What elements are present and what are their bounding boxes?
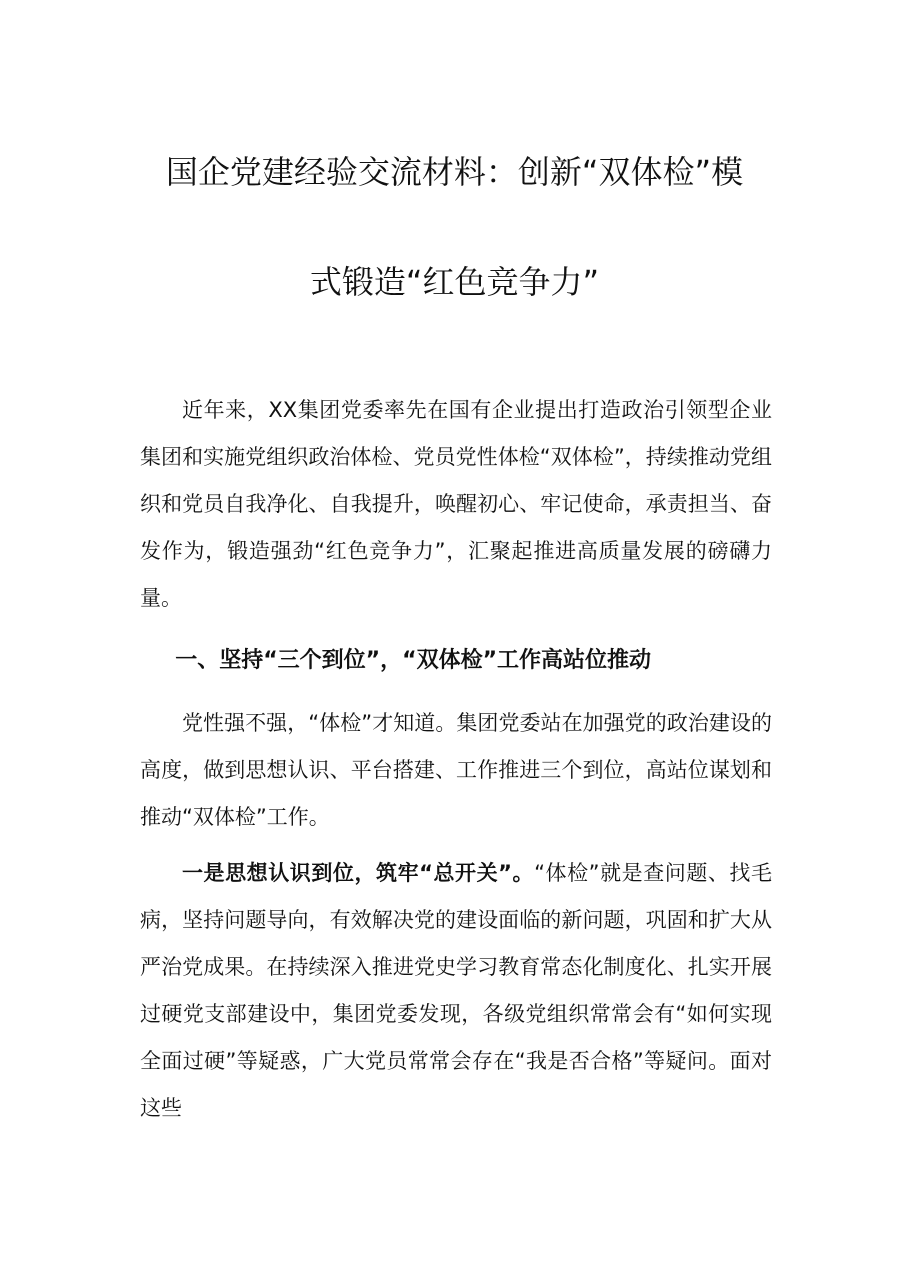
document-title-line2: 式锻造“红色竞争力” (309, 263, 600, 301)
section1-paragraph: 党性强不强，“体检”才知道。集团党委站在加强党的政治建设的高度，做到思想认识、平台搭建、工作推进三个到位，高站位谋划和推动“双体检”工作。 (140, 711, 772, 829)
document-title-line1: 国企党建经验交流材料：创新“双体检”模 (165, 153, 744, 191)
section1-heading: 一、坚持“三个到位”，“双体检”工作高站位推动 (175, 648, 652, 673)
point1-body: “体检”就是查问题、找毛病，坚持问题导向，有效解决党的建设面临的新问题，巩固和扩大从严治党成果。在持续深入推进党史学习教育常态化制度化、扎实开展过硬党支部建设中，集团党委发现，各级党组织常常会有“如何实现全面过硬”等疑惑，广大党员常常会存在“我是否合格”等疑问。面对这些 (140, 861, 772, 1120)
point1-paragraph (140, 850, 772, 1132)
intro-paragraph: 近年来，XX集团党委率先在国有企业提出打造政治引领型企业集团和实施党组织政治体检、党员党性体检“双体检”，持续推动党组织和党员自我净化、自我提升，唤醒初心、牢记使命，承责担当、奋发作为，锻造强劲“红色竞争力”，汇聚起推进高质量发展的磅礴力量。 (140, 398, 772, 610)
point1-lead: 一是思想认识到位，筑牢“总开关”。 (182, 861, 535, 885)
